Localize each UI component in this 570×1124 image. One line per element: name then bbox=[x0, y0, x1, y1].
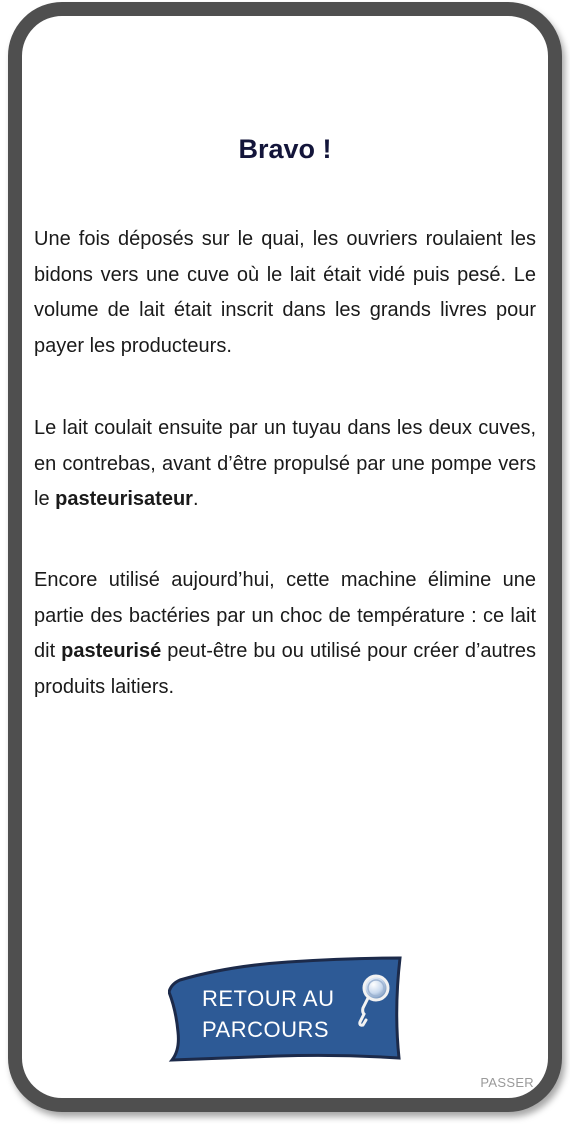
paragraph-2 bbox=[34, 411, 536, 518]
paragraph-1 bbox=[34, 222, 536, 364]
bold-term: pasteurisateur bbox=[55, 488, 193, 510]
back-to-tour-button[interactable] bbox=[168, 954, 402, 1062]
page-title: Bravo ! bbox=[238, 134, 332, 164]
magnifier-icon bbox=[354, 972, 396, 1032]
skip-link[interactable]: PASSER bbox=[480, 1075, 534, 1090]
button-label-line-2: PARCOURS bbox=[202, 1017, 330, 1042]
paragraph-text: Le lait coulait ensuite par un tuyau dans les deux cuves, en contrebas, avant d’être propulsé par une pompe vers le bbox=[34, 417, 536, 510]
paragraph-text: Une fois déposés sur le quai, les ouvriers roulaient les bidons vers une cuve où le lait était vidé puis pesé. Le volume de lait était inscrit dans les grands livres pour payer les producteurs. bbox=[34, 228, 536, 357]
screen bbox=[22, 16, 548, 1098]
paragraph-text: Encore utilisé aujourd’hui, cette machine élimine une partie des bactéries par un choc de température : ce lait dit bbox=[34, 569, 536, 662]
paragraph-text: peut-être bu ou utilisé pour créer d’autres produits laitiers. bbox=[34, 640, 536, 698]
bold-term: pasteurisé bbox=[61, 640, 162, 662]
button-label bbox=[202, 983, 362, 1045]
paragraph-text: . bbox=[192, 488, 199, 510]
paragraph-3 bbox=[34, 563, 536, 705]
button-label-line-1: RETOUR AU bbox=[202, 986, 335, 1011]
